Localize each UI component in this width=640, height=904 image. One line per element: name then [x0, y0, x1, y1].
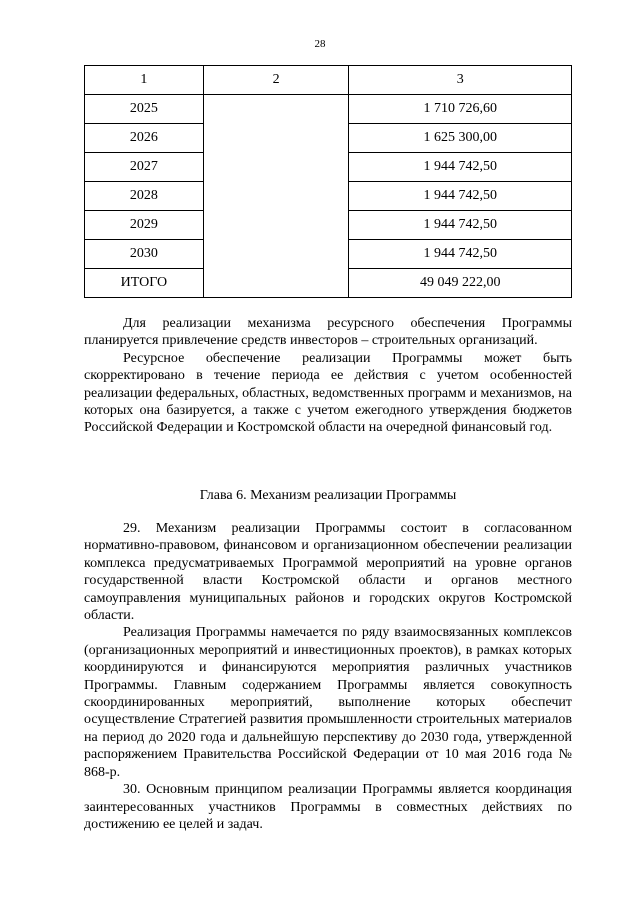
year-cell: 2027: [85, 153, 204, 182]
amount-cell: 1 625 300,00: [349, 124, 572, 153]
chapter-title: Глава 6. Механизм реализации Программы: [199, 488, 457, 503]
paragraph: 30. Основным принципом реализации Программы является координация заинтересованных участников Программы в совместных действиях по достижению ее целей и задач.: [84, 782, 572, 832]
paragraph: Реализация Программы намечается по ряду взаимосвязанных комплексов (организационных мероприятий и инвестиционных проектов), в рамках которых координируются и финансируются мероприятия различных участников Программы. Главным содержанием Программы является совокупность скоординированных мероприятий, выполнение которых обеспечит осуществление Стратегией развития промышленности строительных материалов на период до 2020 года и дальнейшую перспективу до 2030 года, утвержденной распоряжением Правительства Российской Федерации от 10 мая 2016 года № 868-р.: [84, 625, 572, 780]
table-row: [85, 95, 572, 124]
table-header-row: [85, 66, 572, 95]
chapter-heading-block: [84, 487, 572, 504]
total-amount: 49 049 222,00: [349, 269, 572, 298]
year-cell: 2028: [85, 182, 204, 211]
mechanism-section: [84, 520, 572, 833]
year-cell: 2026: [85, 124, 204, 153]
paragraph: Ресурсное обеспечение реализации Программы может быть скорректировано в течение периода ее действия с учетом особенностей реализации федеральных, областных, ведомственных программ и механизмов, на которых она базируется, а также с учетом ежегодного утверждения бюджетов Российской Федерации и Костромской области на очередной финансовый год.: [84, 350, 572, 436]
amount-cell: 1 944 742,50: [349, 182, 572, 211]
year-cell: 2025: [85, 95, 204, 124]
amount-cell: 1 944 742,50: [349, 153, 572, 182]
column-header-2: 2: [203, 66, 349, 95]
paragraph: 29. Механизм реализации Программы состоит в согласованном нормативно-правовом, финансовом и организационном обеспечении реализации комплекса предусматриваемых Программой мероприятий на уровне органов государственной власти Костромской области и органов местного самоуправления муниципальных районов и городских округов Костромской области.: [84, 521, 572, 624]
amount-cell: 1 944 742,50: [349, 240, 572, 269]
paragraph: Для реализации механизма ресурсного обеспечения Программы планируется привлечение средств инвесторов – строительных организаций.: [84, 316, 572, 349]
column-header-3: 3: [349, 66, 572, 95]
resource-section: [84, 315, 572, 437]
page-number: 28: [314, 38, 326, 50]
budget-table: [84, 65, 572, 298]
source-cell: [203, 95, 349, 298]
amount-cell: 1 944 742,50: [349, 211, 572, 240]
total-label: ИТОГО: [85, 269, 204, 298]
year-cell: 2029: [85, 211, 204, 240]
year-cell: 2030: [85, 240, 204, 269]
amount-cell: 1 710 726,60: [349, 95, 572, 124]
column-header-1: 1: [85, 66, 204, 95]
